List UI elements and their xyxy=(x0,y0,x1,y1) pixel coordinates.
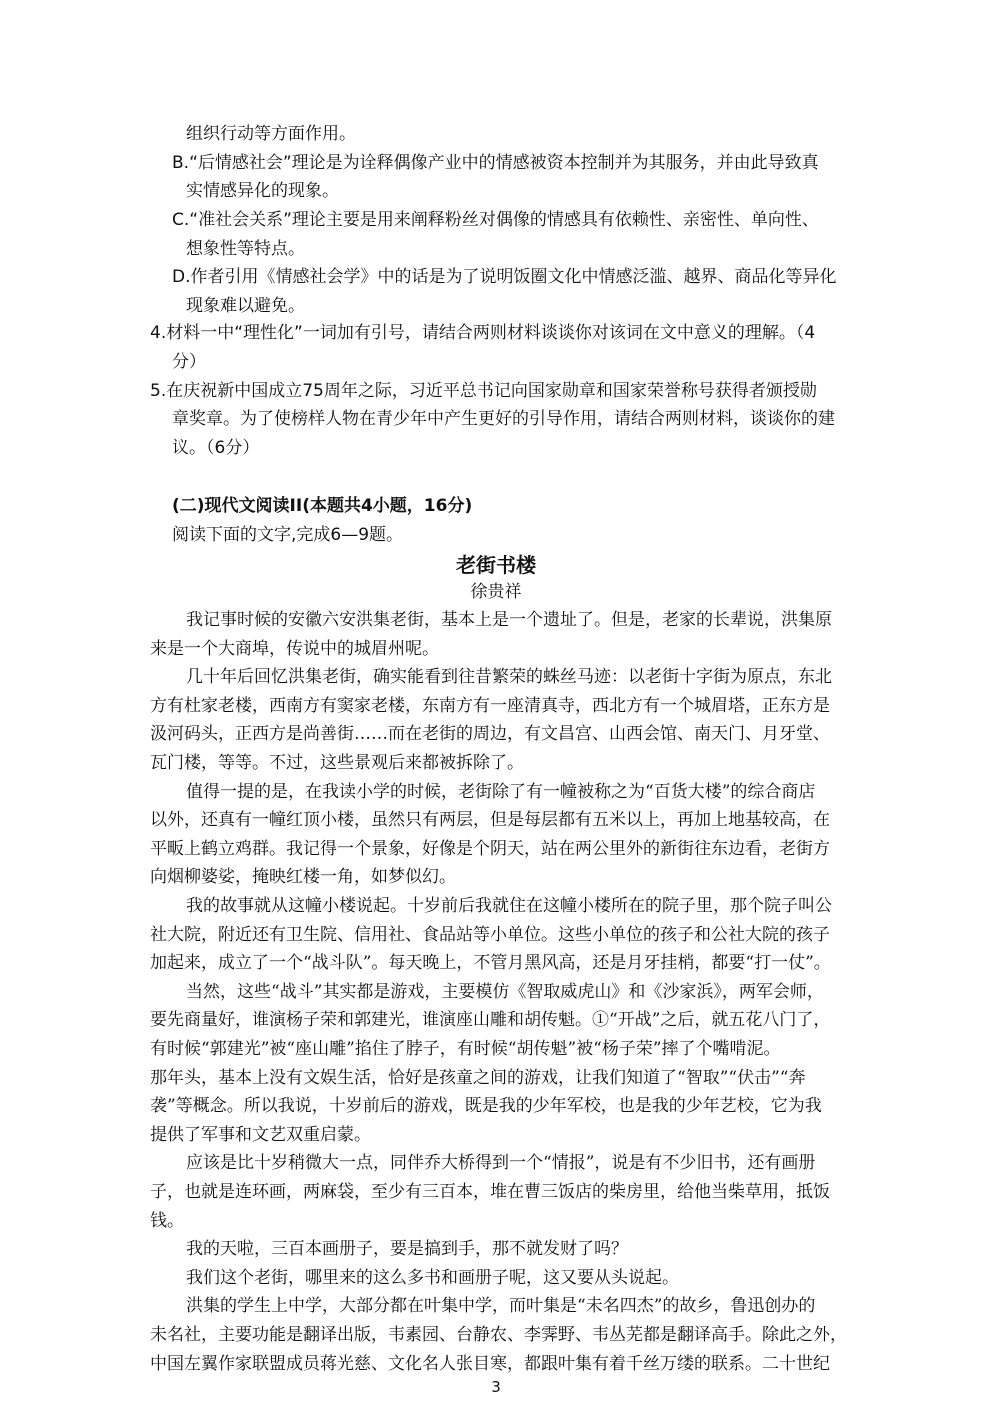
article-line: 那年头，基本上没有文娱生活，恰好是孩童之间的游戏，让我们知道了“智取”“伏击”“奔 xyxy=(150,1068,806,1088)
article-line: 方有杜家老楼，西南方有窦家老楼，东南方有一座清真寺，西北方有一个城眉塔，正东方是 xyxy=(150,696,830,716)
article-title: 老街书楼 xyxy=(456,553,536,577)
article-line: 袭”等概念。所以我说，十岁前后的游戏，既是我的少年军校，也是我的少年艺校，它为我 xyxy=(150,1096,822,1116)
article-line: 当然，这些“战斗”其实都是游戏，主要模仿《智取威虎山》和《沙家浜》，两军会师， xyxy=(186,982,824,1002)
article-line: 向烟柳婆娑，掩映红楼一角，如梦似幻。 xyxy=(150,867,456,887)
article-line: 中国左翼作家联盟成员蒋光慈、文化名人张目寒，都跟叶集有着千丝万缕的联系。二十世纪 xyxy=(150,1354,830,1374)
question-5-line-3: 议。（6分） xyxy=(172,438,260,458)
section-heading: (二)现代文阅读II(本题共4小题，16分) xyxy=(172,496,473,516)
option-c-line-1: C.“准社会关系”理论主要是用来阐释粉丝对偶像的情感具有依赖性、亲密性、单向性、 xyxy=(172,210,819,230)
article-line: 我们这个老街，哪里来的这么多书和画册子呢，这又要从头说起。 xyxy=(186,1268,679,1288)
page-number: 3 xyxy=(491,1378,501,1396)
article-line: 加起来，成立了一个“战斗队”。每天晚上，不管月黑风高，还是月牙挂梢，都要“打一仗”。 xyxy=(150,953,831,973)
option-b-line-2: 实情感异化的现象。 xyxy=(186,181,339,201)
article-line: 社大院，附近还有卫生院、信用社、食品站等小单位。这些小单位的孩子和公社大院的孩子 xyxy=(150,925,830,945)
option-d-line-2: 现象难以避免。 xyxy=(186,296,305,316)
article-line: 来是一个大商埠，传说中的城眉州呢。 xyxy=(150,639,439,659)
article-line: 钱。 xyxy=(150,1211,184,1231)
article-line: 未名社，主要功能是翻译出版，韦素园、台静农、李霁野、韦丛芜都是翻译高手。除此之外， xyxy=(150,1325,847,1345)
option-d-line-1: D.作者引用《情感社会学》中的话是为了说明饭圈文化中情感泛滥、越界、商品化等异化 xyxy=(172,267,837,287)
article-author: 徐贵祥 xyxy=(470,582,522,602)
article-line: 我记事时候的安徽六安洪集老街，基本上是一个遗址了。但是，老家的长辈说，洪集原 xyxy=(186,610,832,630)
article-line: 汲河码头，正西方是尚善街……而在老街的周边，有文昌宫、山西会馆、南天门、月牙堂、 xyxy=(150,724,830,744)
article-line: 几十年后回忆洪集老街，确实能看到往昔繁荣的蛛丝马迹：以老街十字街为原点，东北 xyxy=(186,667,832,687)
option-c-line-2: 想象性等特点。 xyxy=(186,239,305,259)
article-line: 我的天啦，三百本画册子，要是搞到手，那不就发财了吗？ xyxy=(186,1239,628,1259)
article-line: 值得一提的是，在我读小学的时候，老街除了有一幢被称之为“百货大楼”的综合商店 xyxy=(186,782,816,802)
option-a-continuation: 组织行动等方面作用。 xyxy=(186,124,356,144)
article-line: 平畈上鹤立鸡群。我记得一个景象，好像是个阴天，站在两公里外的新街往东边看，老街方 xyxy=(150,839,830,859)
article-line: 以外，还真有一幢红顶小楼，虽然只有两层，但是每层都有五米以上，再加上地基较高，在 xyxy=(150,810,830,830)
question-4-line-2: 分） xyxy=(172,352,206,372)
article-line: 子，也就是连环画，两麻袋，至少有三百本，堆在曹三饭店的柴房里，给他当柴草用，抵饭 xyxy=(150,1182,830,1202)
question-4-line-1: 4.材料一中“理性化”一词加有引号，请结合两则材料谈谈你对该词在文中意义的理解。（4 xyxy=(150,323,816,343)
option-b-line-1: B.“后情感社会”理论是为诠释偶像产业中的情感被资本控制并为其服务，并由此导致真 xyxy=(172,153,819,173)
section-instruction: 阅读下面的文字,完成6—9题。 xyxy=(172,525,404,545)
article-line: 洪集的学生上中学，大部分都在叶集中学，而叶集是“未名四杰”的故乡，鲁迅创办的 xyxy=(186,1296,816,1316)
article-line: 有时候“郭建光”被“座山雕”掐住了脖子，有时候“胡传魁”被“杨子荣”摔了个嘴啃泥。 xyxy=(150,1039,781,1059)
article-line: 我的故事就从这幢小楼说起。十岁前后我就住在这幢小楼所在的院子里，那个院子叫公 xyxy=(186,896,832,916)
article-line: 应该是比十岁稍微大一点，同伴乔大桥得到一个“情报”，说是有不少旧书，还有画册 xyxy=(186,1153,816,1173)
question-5-line-1: 5.在庆祝新中国成立75周年之际，习近平总书记向国家勋章和国家荣誉称号获得者颁授勋 xyxy=(150,381,817,401)
article-line: 提供了军事和文艺双重启蒙。 xyxy=(150,1125,371,1145)
question-5-line-2: 章奖章。为了使榜样人物在青少年中产生更好的引导作用，请结合两则材料，谈谈你的建 xyxy=(172,409,835,429)
article-line: 瓦门楼，等等。不过，这些景观后来都被拆除了。 xyxy=(150,753,524,773)
article-line: 要先商量好，谁演杨子荣和郭建光，谁演座山雕和胡传魁。①“开战”之后，就五花八门了， xyxy=(150,1010,831,1030)
